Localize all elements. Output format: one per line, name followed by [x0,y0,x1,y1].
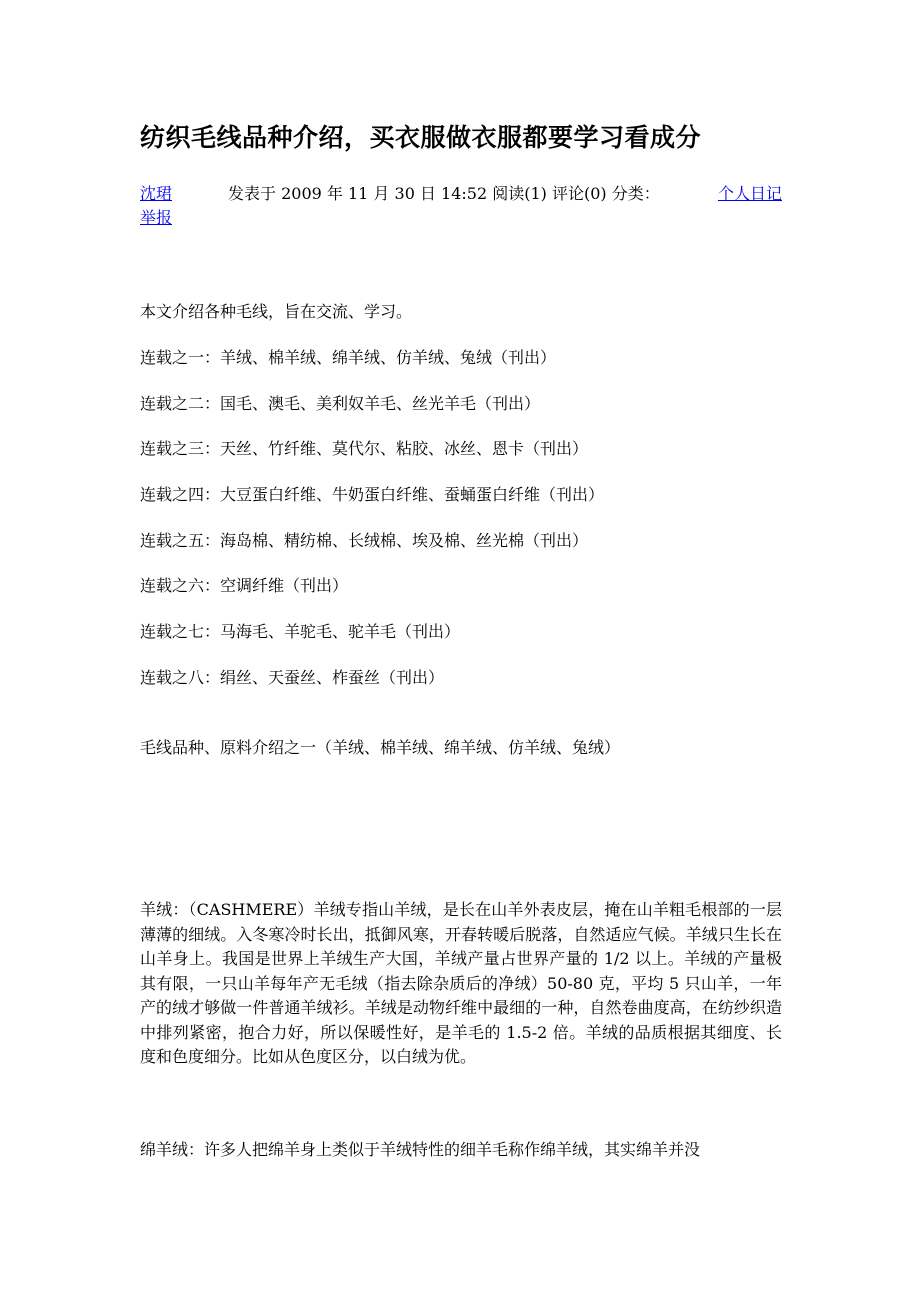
section-heading: 毛线品种、原料介绍之一（羊绒、棉羊绒、绵羊绒、仿羊绒、兔绒） [140,738,621,757]
publish-info: 发表于 2009 年 11 月 30 日 14:52 阅读(1) 评论(0) 分类： [228,184,660,203]
series-item: 连载之五：海岛棉、精纺棉、长绒棉、埃及棉、丝光棉（刊出） [140,531,589,550]
series-item: 连载之一：羊绒、棉羊绒、绵羊绒、仿羊绒、兔绒（刊出） [140,348,557,367]
series-item: 连载之七：马海毛、羊驼毛、驼羊毛（刊出） [140,622,461,641]
wool-paragraph: 绵羊绒：许多人把绵羊身上类似于羊绒特性的细羊毛称作绵羊绒，其实绵羊并没 [140,1140,701,1159]
series-item: 连载之三：天丝、竹纤维、莫代尔、粘胶、冰丝、恩卡（刊出） [140,439,589,458]
author-link[interactable]: 沈珺 [140,184,173,203]
cashmere-paragraph: 羊绒：（CASHMERE）羊绒专指山羊绒，是长在山羊外表皮层，掩在山羊粗毛根部的一层薄薄的细绒。入冬寒冷时长出，抵御风寒，开春转暖后脱落，自然适应气候。羊绒只生长在山羊身上。我国是世界上羊绒生产大国，羊绒产量占世界产量的 1/2 以上。羊绒的产量极其有限，一只山羊每年产无毛绒（指去除杂质后的净绒）50-80 克，平均 5 只山羊，一年产的绒才够做一件普通羊绒衫。羊绒是动物纤维中最细的一种，自然卷曲度高，在纺纱织造中排列紧密，抱合力好，所以保暖性好，是羊毛的 1.5-2 倍。羊绒的品质根据其细度、长度和色度细分。比如从色度区分，以白绒为优。 [140,900,782,1066]
series-item: 连载之六：空调纤维（刊出） [140,576,349,595]
series-item: 连载之八：绢丝、天蚕丝、柞蚕丝（刊出） [140,668,445,687]
series-item: 连载之四：大豆蛋白纤维、牛奶蛋白纤维、蚕蛹蛋白纤维（刊出） [140,485,605,504]
series-item: 连载之二：国毛、澳毛、美利奴羊毛、丝光羊毛（刊出） [140,394,541,413]
report-link[interactable]: 举报 [140,208,173,227]
category-link[interactable]: 个人日记 [717,184,782,203]
intro-text: 本文介绍各种毛线，旨在交流、学习。 [140,302,413,321]
page-title: 纺织毛线品种介绍，买衣服做衣服都要学习看成分 [140,123,702,152]
